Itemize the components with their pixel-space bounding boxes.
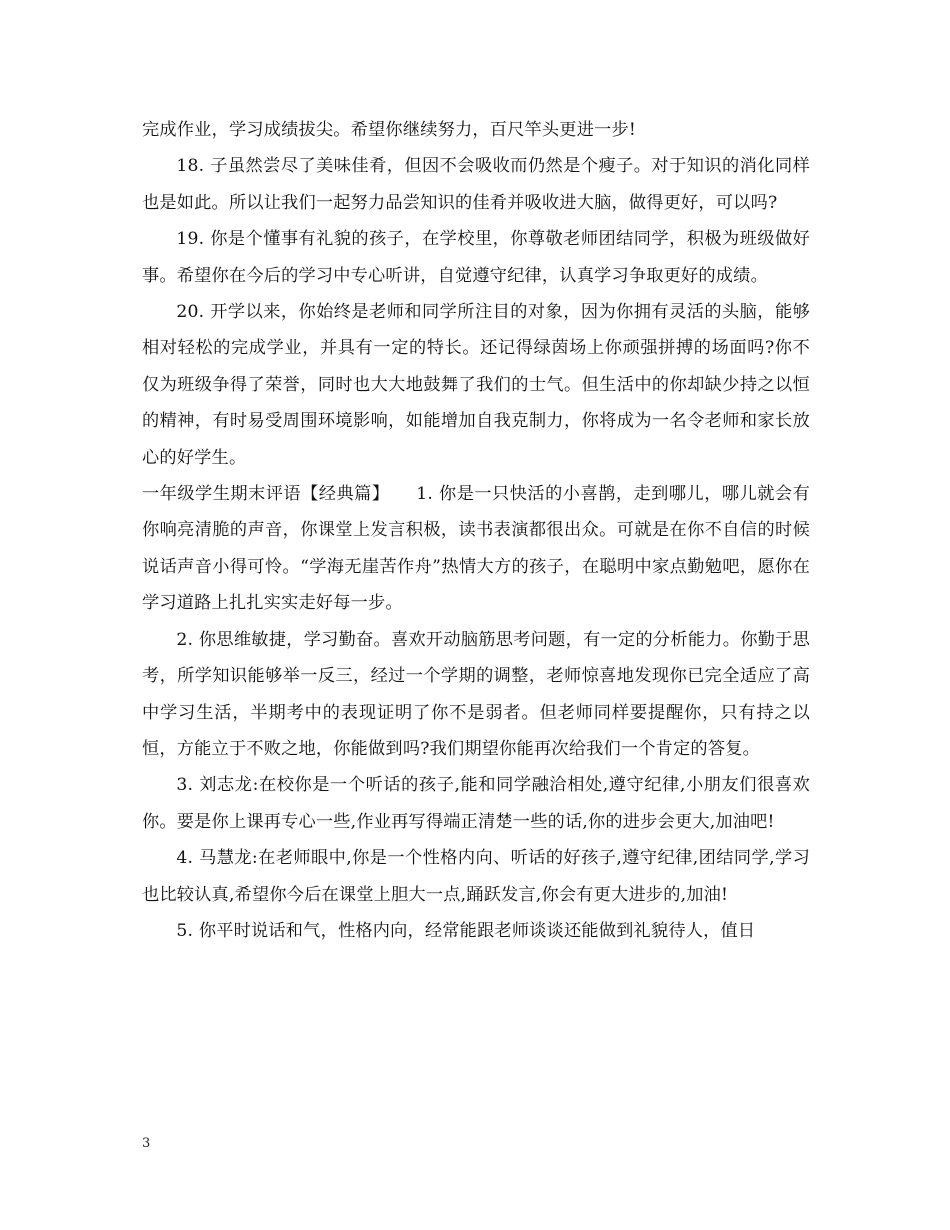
paragraph: 5. 你平时说话和气，性格内向，经常能跟老师谈谈还能做到礼貌待人，值日: [176, 920, 756, 941]
paragraph: 完成作业，学习成绩拔尖。希望你继续努力，百尺竿头更进一步!: [142, 120, 636, 140]
paragraph: 3. 刘志龙:在校你是一个听话的孩子,能和同学融洽相处,遵守纪律,小朋友们很喜欢你。要是你上课再专心一些,作业再写得端正清楚一些的话,你的进步会更大,加油吧!: [142, 775, 810, 832]
paragraph: 19. 你是个懂事有礼貌的孩子，在学校里，你尊敬老师团结同学，积极为班级做好事。希望你在今后的学习中专心听讲，自觉遵守纪律，认真学习争取更好的成绩。: [142, 229, 810, 286]
paragraph: 2. 你思维敏捷，学习勤奋。喜欢开动脑筋思考问题，有一定的分析能力。你勤于思考，所学知识能够举一反三，经过一个学期的调整，老师惊喜地发现你已完全适应了高中学习生活，半期考中的表现证明了你不是弱者。但老师同样要提醒你，只有持之以恒，方能立于不败之地，你能做到吗?我们期望你能再次给我们一个肯定的答复。: [142, 629, 810, 759]
paragraph: 4. 马慧龙:在老师眼中,你是一个性格内向、听话的好孩子,遵守纪律,团结同学,学习也比较认真,希望你今后在课堂上胆大一点,踊跃发言,你会有更大进步的,加油!: [142, 848, 810, 905]
document-body: [142, 112, 810, 949]
paragraph: 20. 开学以来，你始终是老师和同学所注目的对象，因为你拥有灵活的头脑，能够相对轻松的完成学业，并具有一定的特长。还记得绿茵场上你顽强拼搏的场面吗?你不仅为班级争得了荣誉，同时也大大地鼓舞了我们的士气。但生活中的你却缺少持之以恒的精神，有时易受周围环境影响，如能增加自我克制力，你将成为一名令老师和家长放心的好学生。: [142, 302, 810, 468]
section-heading-paragraph: 一年级学生期末评语【经典篇】 1. 你是一只快活的小喜鹊，走到哪儿，哪儿就会有你响亮清脆的声音，你课堂上发言积极，读书表演都很出众。可就是在你不自信的时候说话声音小得可怜。“学海无崖苦作舟”热情大方的孩子，在聪明中家点勤勉吧，愿你在学习道路上扎扎实实走好每一步。: [142, 484, 810, 614]
page-number: 3: [142, 1136, 151, 1151]
paragraph: 18. 子虽然尝尽了美味佳肴，但因不会吸收而仍然是个瘦子。对于知识的消化同样也是如此。所以让我们一起努力品尝知识的佳肴并吸收进大脑，做得更好，可以吗?: [142, 156, 810, 213]
